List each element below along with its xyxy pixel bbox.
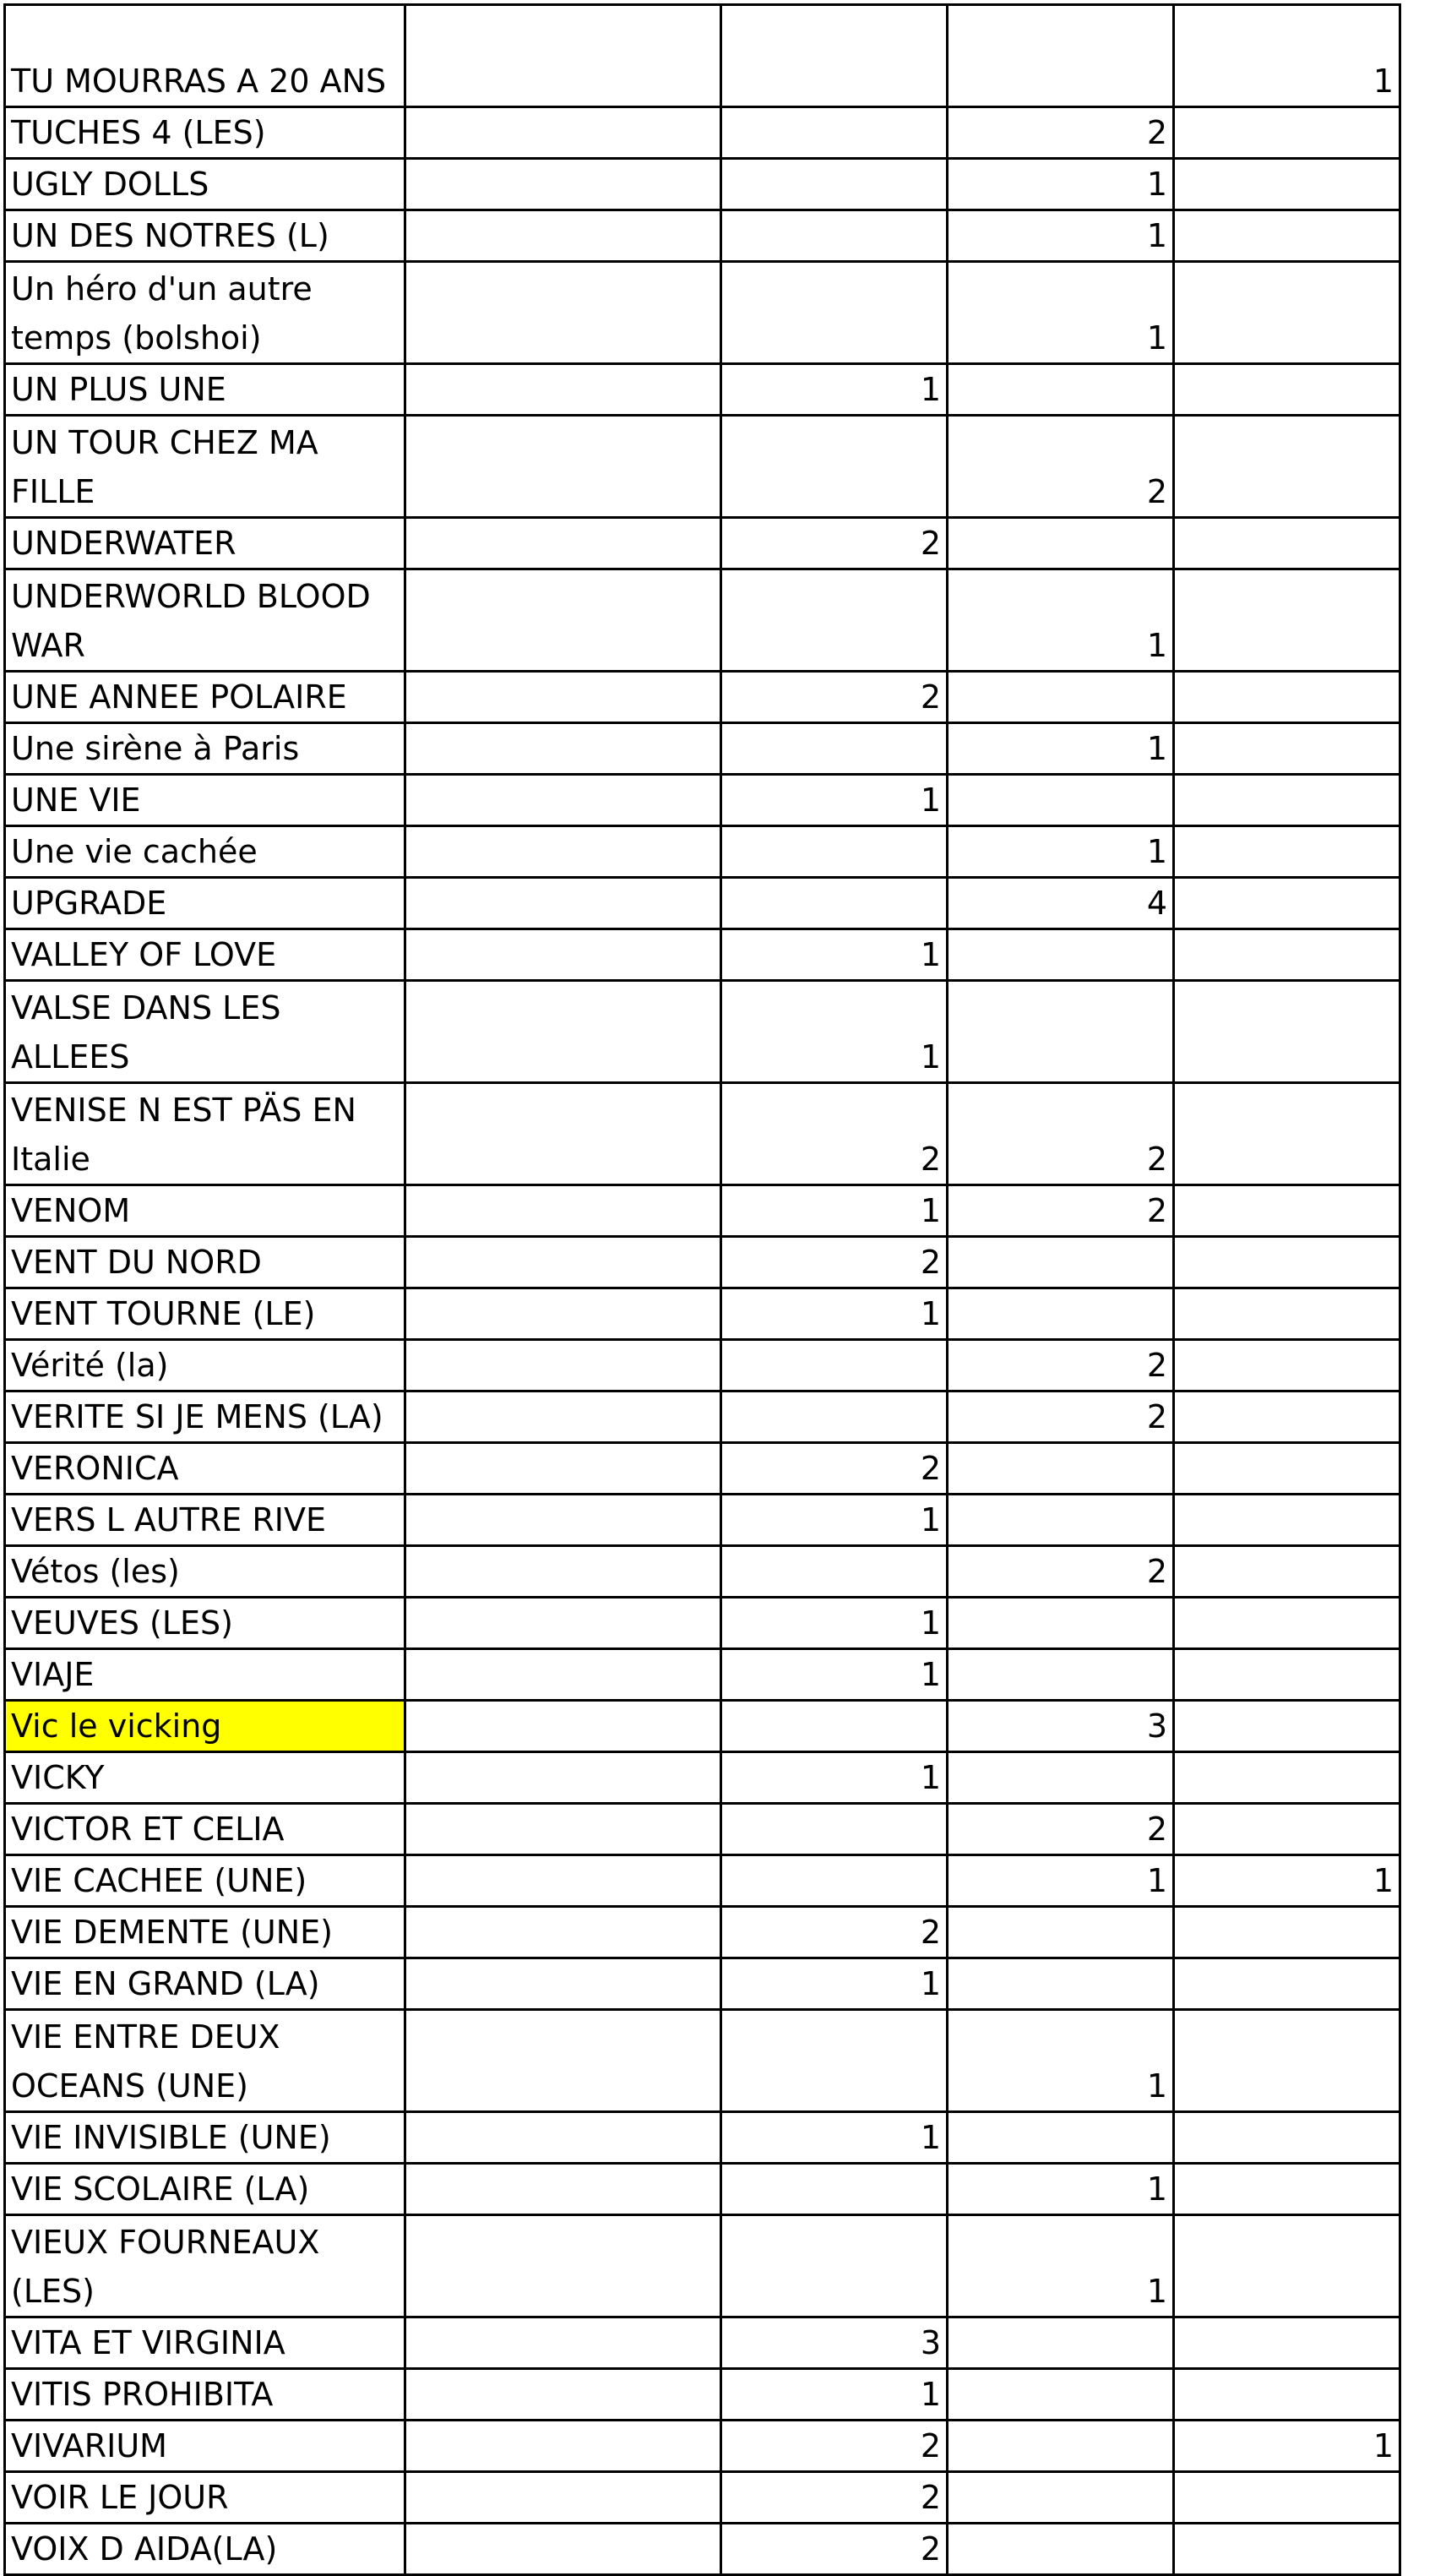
cell-title[interactable]: VIE INVISIBLE (UNE) (5, 2112, 405, 2164)
cell-count-col1[interactable] (405, 1855, 721, 1907)
cell-count-col1[interactable] (405, 1495, 721, 1546)
cell-count-col3[interactable] (948, 775, 1174, 826)
table-row (5, 2215, 1400, 2317)
cell-title[interactable]: UPGRADE (5, 878, 405, 929)
table-row (5, 1237, 1400, 1288)
cell-count-col1[interactable] (405, 1288, 721, 1340)
cell-count-col2[interactable]: 1 (721, 775, 948, 826)
cell-count-col2[interactable]: 1 (721, 1598, 948, 1649)
cell-title[interactable]: VALLEY OF LOVE (5, 929, 405, 981)
cell-count-col2[interactable]: 1 (721, 2369, 948, 2421)
cell-count-col2[interactable] (721, 723, 948, 775)
cell-count-col3[interactable] (948, 2317, 1174, 2369)
cell-title[interactable]: VENT DU NORD (5, 1237, 405, 1288)
cell-count-col4[interactable] (1174, 2112, 1400, 2164)
cell-count-col3[interactable] (948, 1237, 1174, 1288)
cell-title[interactable]: VIVARIUM (5, 2421, 405, 2472)
cell-count-col2[interactable] (721, 1340, 948, 1391)
table-row (5, 1083, 1400, 1185)
table-row (5, 672, 1400, 723)
cell-title[interactable]: VERS L AUTRE RIVE (5, 1495, 405, 1546)
table-row (5, 210, 1400, 262)
cell-count-col1[interactable] (405, 1907, 721, 1958)
cell-count-col3[interactable]: 2 (948, 1083, 1174, 1185)
cell-count-col3[interactable] (948, 929, 1174, 981)
table-row (5, 929, 1400, 981)
cell-count-col2[interactable]: 2 (721, 2421, 948, 2472)
cell-count-col4[interactable] (1174, 672, 1400, 723)
cell-count-col4[interactable] (1174, 1288, 1400, 1340)
cell-title[interactable]: VENISE N EST PÄS EN Italie (5, 1083, 405, 1185)
table-row (5, 826, 1400, 878)
cell-count-col4[interactable] (1174, 1391, 1400, 1443)
cell-count-col1[interactable] (405, 2215, 721, 2317)
cell-count-col4[interactable] (1174, 569, 1400, 672)
cell-count-col2[interactable] (721, 569, 948, 672)
cell-count-col4[interactable] (1174, 262, 1400, 364)
cell-count-col4[interactable] (1174, 2369, 1400, 2421)
table-row (5, 1598, 1400, 1649)
cell-count-col1[interactable] (405, 159, 721, 210)
cell-title[interactable]: UNDERWATER (5, 518, 405, 569)
cell-count-col3[interactable]: 1 (948, 262, 1174, 364)
cell-count-col3[interactable] (948, 1752, 1174, 1804)
cell-count-col3[interactable] (948, 672, 1174, 723)
cell-count-col4[interactable]: 1 (1174, 2421, 1400, 2472)
table-row (5, 2112, 1400, 2164)
cell-count-col3[interactable]: 1 (948, 210, 1174, 262)
cell-count-col4[interactable]: 1 (1174, 1855, 1400, 1907)
cell-count-col3[interactable]: 2 (948, 107, 1174, 159)
cell-count-col3[interactable]: 1 (948, 2215, 1174, 2317)
cell-count-col1[interactable] (405, 364, 721, 416)
cell-count-col3[interactable]: 1 (948, 2164, 1174, 2215)
cell-count-col3[interactable]: 2 (948, 1804, 1174, 1855)
cell-count-col3[interactable]: 3 (948, 1701, 1174, 1752)
table-row (5, 2010, 1400, 2112)
cell-count-col2[interactable]: 2 (721, 518, 948, 569)
cell-count-col1[interactable] (405, 1083, 721, 1185)
cell-count-col2[interactable]: 1 (721, 981, 948, 1083)
table-row (5, 2524, 1400, 2575)
cell-count-col2[interactable]: 1 (721, 1649, 948, 1701)
cell-count-col1[interactable] (405, 1237, 721, 1288)
cell-count-col2[interactable] (721, 826, 948, 878)
cell-count-col1[interactable] (405, 775, 721, 826)
cell-count-col2[interactable] (721, 1701, 948, 1752)
table-row (5, 1855, 1400, 1907)
cell-count-col2[interactable]: 1 (721, 929, 948, 981)
cell-count-col2[interactable]: 1 (721, 1495, 948, 1546)
table-row (5, 2317, 1400, 2369)
cell-count-col4[interactable] (1174, 878, 1400, 929)
cell-count-col4[interactable] (1174, 1237, 1400, 1288)
table-row (5, 1443, 1400, 1495)
cell-count-col4[interactable] (1174, 1340, 1400, 1391)
cell-count-col4[interactable]: 1 (1174, 5, 1400, 107)
cell-count-col4[interactable] (1174, 1495, 1400, 1546)
table-row (5, 416, 1400, 518)
cell-count-col4[interactable] (1174, 1649, 1400, 1701)
cell-count-col3[interactable] (948, 981, 1174, 1083)
cell-count-col2[interactable]: 3 (721, 2317, 948, 2369)
cell-count-col3[interactable]: 1 (948, 723, 1174, 775)
cell-count-col2[interactable] (721, 5, 948, 107)
cell-title[interactable]: VOIR LE JOUR (5, 2472, 405, 2524)
cell-count-col3[interactable] (948, 2472, 1174, 2524)
table-row (5, 1649, 1400, 1701)
cell-count-col1[interactable] (405, 518, 721, 569)
cell-count-col2[interactable] (721, 416, 948, 518)
cell-title[interactable]: VOIX D AIDA(LA) (5, 2524, 405, 2575)
cell-count-col4[interactable] (1174, 2164, 1400, 2215)
cell-count-col3[interactable]: 4 (948, 878, 1174, 929)
cell-count-col1[interactable] (405, 2524, 721, 2575)
cell-count-col4[interactable] (1174, 929, 1400, 981)
cell-count-col1[interactable] (405, 262, 721, 364)
cell-title[interactable]: VICTOR ET CELIA (5, 1804, 405, 1855)
table-row (5, 1701, 1400, 1752)
cell-count-col1[interactable] (405, 569, 721, 672)
cell-title[interactable]: UN TOUR CHEZ MA FILLE (5, 416, 405, 518)
cell-count-col4[interactable] (1174, 981, 1400, 1083)
cell-count-col2[interactable]: 1 (721, 1288, 948, 1340)
cell-count-col2[interactable] (721, 159, 948, 210)
cell-count-col3[interactable]: 2 (948, 1185, 1174, 1237)
table-row (5, 878, 1400, 929)
table-row (5, 1340, 1400, 1391)
cell-title[interactable]: Vérité (la) (5, 1340, 405, 1391)
cell-count-col2[interactable]: 2 (721, 1083, 948, 1185)
cell-count-col2[interactable]: 2 (721, 672, 948, 723)
cell-count-col1[interactable] (405, 1649, 721, 1701)
cell-count-col4[interactable] (1174, 2010, 1400, 2112)
cell-count-col2[interactable]: 2 (721, 1443, 948, 1495)
cell-count-col1[interactable] (405, 2317, 721, 2369)
cell-count-col1[interactable] (405, 1701, 721, 1752)
cell-count-col3[interactable] (948, 1598, 1174, 1649)
cell-title[interactable]: VIE SCOLAIRE (LA) (5, 2164, 405, 2215)
cell-count-col2[interactable]: 2 (721, 1907, 948, 1958)
cell-count-col4[interactable] (1174, 1598, 1400, 1649)
cell-title[interactable]: TUCHES 4 (LES) (5, 107, 405, 159)
cell-count-col1[interactable] (405, 2472, 721, 2524)
table-row (5, 1752, 1400, 1804)
table-row (5, 107, 1400, 159)
cell-count-col1[interactable] (405, 210, 721, 262)
cell-count-col2[interactable]: 2 (721, 1237, 948, 1288)
cell-count-col2[interactable] (721, 1855, 948, 1907)
cell-count-col4[interactable] (1174, 1958, 1400, 2010)
cell-count-col1[interactable] (405, 826, 721, 878)
table-row (5, 518, 1400, 569)
cell-count-col4[interactable] (1174, 159, 1400, 210)
cell-title[interactable]: VALSE DANS LES ALLEES (5, 981, 405, 1083)
cell-count-col1[interactable] (405, 1752, 721, 1804)
cell-title[interactable]: VIEUX FOURNEAUX (LES) (5, 2215, 405, 2317)
cell-count-col1[interactable] (405, 5, 721, 107)
cell-count-col3[interactable]: 1 (948, 1855, 1174, 1907)
cell-title[interactable]: UN DES NOTRES (L) (5, 210, 405, 262)
table-row (5, 2472, 1400, 2524)
cell-count-col3[interactable]: 1 (948, 159, 1174, 210)
table-row (5, 569, 1400, 672)
cell-count-col3[interactable]: 2 (948, 1340, 1174, 1391)
cell-count-col4[interactable] (1174, 1907, 1400, 1958)
cell-count-col2[interactable] (721, 878, 948, 929)
cell-count-col4[interactable] (1174, 2524, 1400, 2575)
cell-count-col3[interactable] (948, 1958, 1174, 2010)
cell-count-col2[interactable] (721, 1804, 948, 1855)
cell-title[interactable]: TU MOURRAS A 20 ANS (5, 5, 405, 107)
cell-count-col2[interactable] (721, 2164, 948, 2215)
cell-count-col1[interactable] (405, 1443, 721, 1495)
table-row (5, 723, 1400, 775)
cell-count-col3[interactable] (948, 5, 1174, 107)
cell-count-col1[interactable] (405, 1598, 721, 1649)
table-row (5, 159, 1400, 210)
cell-count-col3[interactable] (948, 2524, 1174, 2575)
table-row (5, 1391, 1400, 1443)
cell-count-col1[interactable] (405, 1340, 721, 1391)
cell-count-col4[interactable] (1174, 364, 1400, 416)
cell-count-col3[interactable]: 1 (948, 826, 1174, 878)
cell-title[interactable]: Une vie cachée (5, 826, 405, 878)
cell-count-col2[interactable]: 1 (721, 364, 948, 416)
cell-title[interactable]: Vétos (les) (5, 1546, 405, 1598)
cell-count-col2[interactable] (721, 1546, 948, 1598)
cell-title[interactable]: VIE CACHEE (UNE) (5, 1855, 405, 1907)
cell-count-col3[interactable] (948, 2369, 1174, 2421)
table-row (5, 1958, 1400, 2010)
table-row (5, 1546, 1400, 1598)
cell-count-col4[interactable] (1174, 2472, 1400, 2524)
cell-count-col1[interactable] (405, 1185, 721, 1237)
cell-count-col3[interactable]: 2 (948, 416, 1174, 518)
spreadsheet-body (5, 5, 1400, 2575)
table-row (5, 981, 1400, 1083)
cell-title[interactable]: VERITE SI JE MENS (LA) (5, 1391, 405, 1443)
cell-count-col4[interactable] (1174, 723, 1400, 775)
cell-count-col2[interactable] (721, 107, 948, 159)
table-row (5, 262, 1400, 364)
spreadsheet-table (3, 3, 1401, 2576)
cell-count-col3[interactable] (948, 1907, 1174, 1958)
cell-count-col1[interactable] (405, 2112, 721, 2164)
cell-title[interactable]: VICKY (5, 1752, 405, 1804)
cell-count-col3[interactable]: 1 (948, 2010, 1174, 2112)
cell-count-col1[interactable] (405, 929, 721, 981)
cell-count-col2[interactable]: 1 (721, 2112, 948, 2164)
cell-title[interactable]: VENT TOURNE (LE) (5, 1288, 405, 1340)
cell-count-col3[interactable]: 2 (948, 1546, 1174, 1598)
cell-title[interactable]: UN PLUS UNE (5, 364, 405, 416)
cell-title[interactable]: VEUVES (LES) (5, 1598, 405, 1649)
table-row (5, 1907, 1400, 1958)
cell-count-col3[interactable] (948, 1288, 1174, 1340)
table-row (5, 1804, 1400, 1855)
cell-count-col3[interactable] (948, 1495, 1174, 1546)
cell-title[interactable]: VIE EN GRAND (LA) (5, 1958, 405, 2010)
cell-count-col4[interactable] (1174, 210, 1400, 262)
cell-title[interactable]: VITA ET VIRGINIA (5, 2317, 405, 2369)
cell-count-col2[interactable] (721, 2010, 948, 2112)
cell-count-col4[interactable] (1174, 107, 1400, 159)
cell-title[interactable]: Vic le vicking (5, 1701, 405, 1752)
table-row (5, 2369, 1400, 2421)
cell-count-col4[interactable] (1174, 518, 1400, 569)
cell-count-col1[interactable] (405, 1546, 721, 1598)
cell-count-col4[interactable] (1174, 1546, 1400, 1598)
cell-title[interactable]: VIAJE (5, 1649, 405, 1701)
cell-count-col1[interactable] (405, 672, 721, 723)
cell-count-col2[interactable] (721, 210, 948, 262)
cell-count-col1[interactable] (405, 2010, 721, 2112)
cell-count-col1[interactable] (405, 2369, 721, 2421)
cell-title[interactable]: UNE VIE (5, 775, 405, 826)
cell-count-col4[interactable] (1174, 1083, 1400, 1185)
cell-title[interactable]: Un héro d'un autre temps (bolshoi) (5, 262, 405, 364)
cell-count-col3[interactable] (948, 1443, 1174, 1495)
cell-count-col1[interactable] (405, 981, 721, 1083)
cell-count-col4[interactable] (1174, 826, 1400, 878)
cell-title[interactable]: VERONICA (5, 1443, 405, 1495)
cell-title[interactable]: UGLY DOLLS (5, 159, 405, 210)
cell-count-col4[interactable] (1174, 1804, 1400, 1855)
cell-count-col2[interactable] (721, 262, 948, 364)
cell-count-col3[interactable]: 2 (948, 1391, 1174, 1443)
cell-count-col2[interactable] (721, 1391, 948, 1443)
cell-count-col1[interactable] (405, 2421, 721, 2472)
cell-count-col2[interactable]: 1 (721, 1958, 948, 2010)
cell-count-col1[interactable] (405, 1391, 721, 1443)
cell-count-col3[interactable] (948, 364, 1174, 416)
cell-count-col1[interactable] (405, 1958, 721, 2010)
cell-count-col1[interactable] (405, 723, 721, 775)
cell-count-col2[interactable]: 1 (721, 1752, 948, 1804)
cell-count-col4[interactable] (1174, 1701, 1400, 1752)
cell-count-col4[interactable] (1174, 1185, 1400, 1237)
cell-count-col3[interactable] (948, 1649, 1174, 1701)
table-row (5, 775, 1400, 826)
table-row (5, 1185, 1400, 1237)
cell-count-col1[interactable] (405, 878, 721, 929)
cell-count-col4[interactable] (1174, 2215, 1400, 2317)
table-row (5, 1288, 1400, 1340)
cell-count-col4[interactable] (1174, 1443, 1400, 1495)
cell-title[interactable]: Une sirène à Paris (5, 723, 405, 775)
table-row (5, 1495, 1400, 1546)
cell-count-col4[interactable] (1174, 1752, 1400, 1804)
cell-count-col2[interactable] (721, 2215, 948, 2317)
cell-count-col3[interactable] (948, 2112, 1174, 2164)
table-row (5, 2421, 1400, 2472)
table-row (5, 2164, 1400, 2215)
cell-count-col1[interactable] (405, 1804, 721, 1855)
cell-count-col3[interactable] (948, 518, 1174, 569)
table-row (5, 364, 1400, 416)
cell-title[interactable]: UNDERWORLD BLOOD WAR (5, 569, 405, 672)
cell-count-col4[interactable] (1174, 2317, 1400, 2369)
cell-title[interactable]: UNE ANNEE POLAIRE (5, 672, 405, 723)
cell-count-col2[interactable]: 1 (721, 1185, 948, 1237)
cell-count-col2[interactable]: 2 (721, 2472, 948, 2524)
cell-count-col3[interactable]: 1 (948, 569, 1174, 672)
cell-title[interactable]: VIE ENTRE DEUX OCEANS (UNE) (5, 2010, 405, 2112)
cell-title[interactable]: VIE DEMENTE (UNE) (5, 1907, 405, 1958)
cell-count-col4[interactable] (1174, 775, 1400, 826)
cell-count-col1[interactable] (405, 416, 721, 518)
cell-count-col4[interactable] (1174, 416, 1400, 518)
cell-title[interactable]: VENOM (5, 1185, 405, 1237)
table-row (5, 5, 1400, 107)
cell-count-col2[interactable]: 2 (721, 2524, 948, 2575)
cell-count-col1[interactable] (405, 2164, 721, 2215)
cell-count-col3[interactable] (948, 2421, 1174, 2472)
cell-count-col1[interactable] (405, 107, 721, 159)
cell-title[interactable]: VITIS PROHIBITA (5, 2369, 405, 2421)
